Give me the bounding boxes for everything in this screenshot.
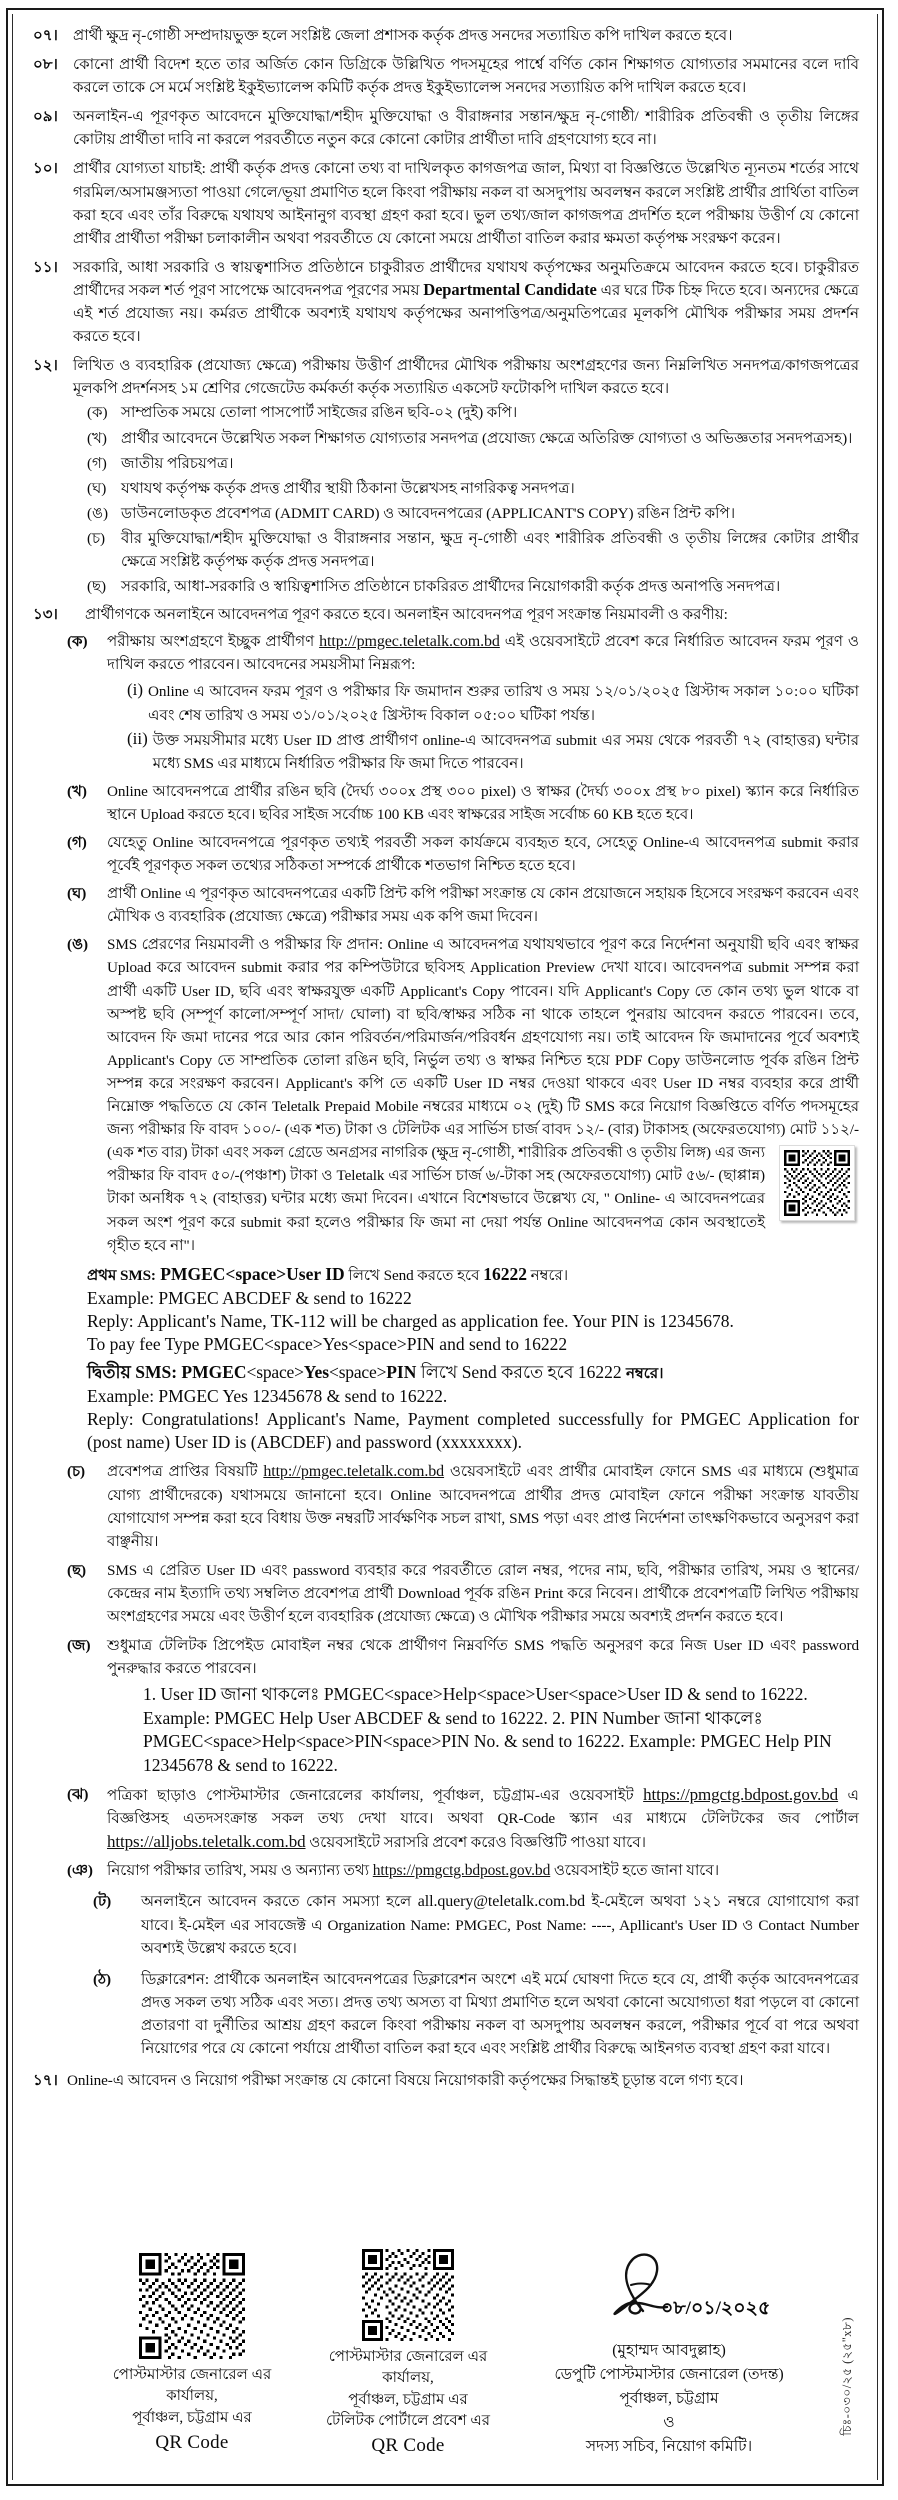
sms-second-example: Example: PMGEC Yes 12345678 & send to 16222. (87, 1385, 448, 1406)
clause-12-item-ga-key: (গ) (87, 454, 107, 472)
clause-12 (33, 354, 859, 400)
jha-mid: এ বিজ্ঞপ্তিসহ এতদসংক্রান্ত সকল তথ্য দেখা যাবে। অথবা QR-Code স্ক্যান এর মাধ্যমে টেলিটকের জব পোর্টাল (107, 1787, 859, 1828)
ta-after: ই-মেইলে অথবা ১২১ নম্বরে যোগাযোগ করা যাবে। ই-মেইল এর সাবজেক্ট এ Organization Name: PMGEC, Post Name: ----, Apllicant's User ID ও Contact Number অবশ্যই উল্লেখ করতে হবে। (141, 1893, 859, 1957)
clause-13-item-chha (33, 1559, 859, 1628)
sms-first-label: প্রথম SMS: (87, 1266, 156, 1284)
clause-13-ka-roman-ii (127, 729, 859, 775)
pmgctg-bdpost-url[interactable]: https://pmgctg.bdpost.gov.bd (643, 1785, 839, 1805)
clause-12-text: লিখিত ও ব্যবহারিক (প্রযোজ্য ক্ষেত্রে) পরীক্ষায় উত্তীর্ণ প্রার্থীদের মৌখিক পরীক্ষায় অংশগ্রহণের জন্য নিম্নলিখিত সনদপত্র/কাগজপত্রের মূলকপি প্রদর্শনসহ ১ম শ্রেণির গেজেটেড কর্মকর্তা কর্তৃক সত্যায়িত একসেট ফটোকপি দাখিল করতে হবে। (73, 357, 859, 398)
clause-13-item-kha (33, 780, 859, 826)
document-footer (37, 2247, 853, 2462)
signatory-conjunction: ও (663, 2414, 675, 2432)
clause-09 (33, 105, 859, 151)
clause-12-item-uo (87, 502, 859, 525)
cha-after: ওয়েবসাইটে এবং প্রার্থীর মোবাইল ফোনে SMS এর মাধ্যমে (শুধুমাত্র যোগ্য প্রার্থীদেরকে) যথাসময়ে জানানো হবে। Online আবেদনপত্রে প্রার্থীর প্রদত্ত মোবাইল ফোনে পরীক্ষা সংক্রান্ত যাবতীয় যোগাযোগ সম্পন্ন করা হবে বিধায় উক্ত নম্বরটি সার্বক্ষণিক সচল রাখা, SMS পড়া এবং প্রাপ্ত নির্দেশনা তাৎক্ষণিকভাবে অনুসরণ করা বাঞ্ছনীয়। (107, 1463, 859, 1550)
signatory-title-3: সদস্য সচিব, নিয়োগ কমিটি। (585, 2438, 753, 2456)
clause-12-sub-list (87, 401, 859, 598)
clause-13-ka-roman-list (127, 680, 859, 774)
clause-13-item-uo-key: (ঙ) (67, 936, 88, 954)
document-body (12, 14, 878, 2480)
clause-13-item-uo-text (107, 933, 859, 1256)
sms-second-yes: Yes (303, 1361, 330, 1382)
clause-07 (33, 24, 859, 47)
clause-12-item-gha (87, 477, 859, 500)
clause-12-item-ka (87, 401, 859, 424)
nga-after: ওয়েবসাইট হতে জানা যাবে। (550, 1862, 720, 1880)
clause-12-item-ga (87, 452, 859, 475)
qr-left-line-1: পোস্টমাস্টার জেনারেল এর (112, 2367, 272, 2383)
clause-13-item-nga-text (107, 1859, 859, 1882)
clause-13-item-nga (33, 1859, 859, 1882)
qr-middle-line-2: কার্যালয়, (382, 2370, 434, 2387)
clause-11-text-before: সরকারি, আধা সরকারি ও স্বায়ত্বশাসিত প্রতিষ্ঠানে চাকুরীরত প্রার্থীদের যথাযথ কর্তৃপক্ষের অনুমতিক্রমে আবেদন করতে হবে। চাকুরীরত প্রার্থীদের সকল শর্ত পূরণ সাপেক্ষে আবেদনপত্র পূরণের সময় (73, 258, 859, 299)
clause-13-item-uo (33, 933, 859, 1256)
clause-13-item-nga-key: (ঞ) (67, 1862, 93, 1880)
qr-left-line-2: কার্যালয়, (166, 2388, 218, 2405)
help1-title: 1. User ID জানা থাকলেঃ (143, 1684, 320, 1705)
clause-11 (33, 256, 859, 348)
sms-first-line (87, 1263, 859, 1287)
signature-area (529, 2247, 809, 2339)
signatory-title-2: পূর্বাঞ্চল, চট্টগ্রাম (619, 2390, 719, 2408)
clause-17 (33, 2069, 859, 2092)
help2-command: PMGEC<space>Help<space>PIN<space>PIN No. & send to 16222. (143, 1731, 625, 1752)
footer-qr-middle (313, 2247, 503, 2461)
clause-09-number: ০৯। (33, 108, 58, 126)
clause-07-text: প্রার্থী ক্ষুদ্র নৃ-গোষ্ঠী সম্প্রদায়ভুক্ত হলে সংশ্লিষ্ট জেলা প্রশাসক কর্তৃক প্রদত্ত সনদের সত্যায়িত কপি দাখিল করতে হবে। (73, 27, 733, 44)
clause-12-number: ১২। (33, 357, 58, 375)
clause-13-item-ka-key: (ক) (67, 633, 88, 651)
jha-after: ওয়েবসাইটে সরাসরি প্রবেশ করেও বিজ্ঞপ্তিটি পাওয়া যাবে। (305, 1834, 647, 1852)
sms-first-example: Example: PMGEC ABCDEF & send to 16222 (87, 1287, 412, 1308)
clause-13-item-tha-text: ডিক্লারেশন: প্রার্থীকে অনলাইন আবেদনপত্রের ডিক্লারেশন অংশে এই মর্মে ঘোষণা দিতে হবে যে, প্রার্থী কর্তৃক আবেদনপত্রের প্রদত্ত সকল তথ্য সঠিক এবং সত্য। প্রদত্ত তথ্য অসত্য বা মিথ্যা প্রমাণিত হলে অথবা কোনো অযোগ্যতা ধরা পড়লে বা কোনো প্রতারণা বা দুর্নীতির আশ্রয় গ্রহণ করলে কিংবা পরীক্ষায় নকল বা অসদুপায় অবলম্বন করলে, পরীক্ষার পূর্বে বা পরে অথবা নিয়োগের পরে যে কোনো পর্যায়ে প্রার্থীতা বাতিল করা হবে এবং সংশ্লিষ্ট প্রার্থীর বিরুদ্ধে আইনগত ব্যবস্থা গ্রহণ করা যাবে। (141, 1970, 859, 2057)
clause-10-text: প্রার্থীর যোগ্যতা যাচাই: প্রার্থী কর্তৃক প্রদত্ত কোনো তথ্য বা দাখিলকৃত কাগজপত্র জাল, মিথ্যা বা বিজ্ঞপ্তিতে উল্লেখিত ন্যূনতম শর্তের সাথে গরমিল/অসামঞ্জস্যতা পাওয়া গেলে/ভূয়া প্রমাণিত হলে কিংবা পরীক্ষায় নকল বা অসদুপায় অবলম্বন করলে সংশ্লিষ্ট প্রার্থীর প্রার্থিতা বাতিল করা হবে এবং তাঁর বিরুদ্ধে যথাযথ আইনানুগ ব্যবস্থা গ্রহণ করা হবে। ভুল তথ্য/জাল কাগজপত্র প্রদর্শিত হলে পরীক্ষায় উত্তীর্ণ যে কোনো প্রার্থীর প্রার্থীতা পরীক্ষা চলাকালীন অথবা পরবর্তীতে যে কোনো সময়ে প্রার্থীতা বাতিল করার ক্ষমতা কর্তৃপক্ষ সংরক্ষণ করেন। (73, 160, 859, 247)
sms-first-block (87, 1263, 859, 1357)
clause-13-item-ta (33, 1890, 859, 1959)
clause-12-item-chha (87, 575, 859, 598)
qr-middle-line-1: পোস্টমাস্টার জেনারেল এর (328, 2349, 488, 2365)
clause-13-item-jha (33, 1783, 859, 1854)
clause-13-item-cha-key: (চ) (67, 1463, 86, 1481)
clause-13-ka-after: এই ওয়েবসাইটে প্রবেশ করে নির্ধারিত আবেদন ফরম পূরণ ও দাখিল করতে পারবেন। আবেদনের সময়সীমা নিম্নরূপ: (107, 633, 859, 674)
clause-13-intro: প্রার্থীগণকে অনলাইনে আবেদনপত্র পূরণ করতে হবে। অনলাইন আবেদনপত্র পূরণ সংক্রান্ত নিয়মাবলী ও করণীয়: (85, 606, 728, 624)
teletalk-portal-qr-icon (362, 2249, 454, 2341)
roman-i-text: Online এ আবেদন ফরম পূরণ ও পরীক্ষার ফি জমাদান শুরুর তারিখ ও সময় ১২/০১/২০২৫ খ্রিস্টাব্দ সকাল ১০:০০ ঘটিকা এবং শেষ তারিখ ও সময় ৩১/০১/২০২৫ খ্রিস্টাব্দ বিকাল ০৫:০০ ঘটিকা পর্যন্ত। (148, 683, 859, 724)
sms-first-topay: To pay fee Type PMGEC<space>Yes<space>PIN and send to 16222 (87, 1334, 568, 1355)
clause-13-item-tha (33, 1968, 859, 2060)
clause-11-number: ১১। (33, 258, 58, 276)
qr-middle-code-label: QR Code (371, 2435, 445, 2457)
clause-13-item-jha-text (107, 1783, 859, 1854)
help1-command: PMGEC<space>Help<space>User<space>User ID & send to 16222. (323, 1684, 808, 1705)
clause-13-item-ka (33, 630, 859, 676)
footer-columns (37, 2247, 853, 2462)
qr-left-line-3: পূর্বাঞ্চল, চট্টগ্রাম এর (132, 2409, 252, 2426)
sms-second-line (87, 1361, 859, 1385)
document-page (6, 8, 884, 2486)
clause-17-text: Online-এ আবেদন ও নিয়োগ পরীক্ষা সংক্রান্ত যে কোনো বিষয়ে নিয়োগকারী কর্তৃপক্ষের সিদ্ধান্তই চূড়ান্ত বলে গণ্য হবে। (67, 2072, 744, 2090)
clause-13 (33, 603, 859, 626)
clause-13-ka-before: পরীক্ষায় অংশগ্রহণে ইচ্ছুক প্রার্থীগণ (107, 633, 320, 651)
clause-11-text-after: এর ঘরে টিক চিহ্ন দিতে হবে। অন্যদের ক্ষেত্রে এই শর্ত প্রযোজ্য নয়। কর্মরত প্রার্থীকে অবশ্যই যথাযথ কর্তৃপক্ষের অনাপত্তিপত্র/অনুমতিপত্রের মূলকপি মৌখিক পরীক্ষার সময় প্রদর্শন করতে হবে। (73, 281, 859, 346)
clause-08 (33, 53, 859, 99)
clause-13-item-gha-key: (ঘ) (67, 885, 87, 903)
sms-second-suffix: নম্বরে। (625, 1364, 664, 1382)
clause-12-item-chha-text: সরকারি, আধা-সরকারি ও স্বায়িত্বশাসিত প্রতিষ্ঠানে চাকরিরত প্রার্থীদের নিয়োগকারী কর্তৃক প্রদত্ত অনাপত্তি সনদপত্র। (121, 578, 781, 596)
clause-13-item-tha-key: (ঠ) (93, 1970, 111, 1988)
clause-13-item-gha (33, 882, 859, 928)
sms-second-mid: লিখে Send করতে হবে 16222 (416, 1361, 626, 1382)
sms-first-mid: লিখে Send করতে হবে (344, 1266, 484, 1284)
clause-13-item-ja (33, 1634, 859, 1680)
signature-date: ০৮/০১/২০২৫ (661, 2298, 771, 2319)
clause-07-number: ০৭। (33, 27, 58, 44)
sms-second-label: দ্বিতীয় SMS: PMGEC (87, 1361, 247, 1382)
sms-first-command: PMGEC<space>User ID (160, 1263, 345, 1284)
clause-08-text: কোনো প্রার্থী বিদেশ হতে তার অর্জিত কোন ডিগ্রিকে উল্লিখিত পদসমূহের পার্শ্বে বর্ণিত কোন শিক্ষাগত যোগ্যতার সমমানের বলে দাবি করলে তাকে সে মর্মে সংশ্লিষ্ট ইকুইভ্যালেন্স কমিটি কর্তৃক প্রদত্ত ইকুইভ্যালেন্স সনদের সত্যায়িত কপি দাখিল করতে হবে। (73, 56, 859, 97)
clause-12-item-kha (87, 427, 859, 450)
clause-13-item-ga (33, 831, 859, 877)
pmgec-teletalk-url[interactable]: http://pmgec.teletalk.com.bd (319, 633, 500, 651)
clause-11-text (73, 256, 859, 348)
pmgec-teletalk-url-2[interactable]: http://pmgec.teletalk.com.bd (263, 1463, 445, 1481)
clause-13-ka-roman-i (127, 680, 859, 726)
cha-before: প্রবেশপত্র প্রাপ্তির বিষয়টি (107, 1463, 264, 1481)
clause-10-number: ১০। (33, 160, 58, 178)
help-sms-block (143, 1683, 859, 1777)
clause-12-item-ka-text: সাম্প্রতিক সময়ে তোলা পাসপোর্ট সাইজের রঙিন ছবি-০২ (দুই) কপি। (121, 404, 518, 422)
teletalk-alljobs-qr-icon (779, 1145, 855, 1221)
clause-12-item-cha-text: বীর মুক্তিযোদ্ধা/শহীদ মুক্তিযোদ্ধা ও বীরাঙ্গনার সন্তান, ক্ষুদ্র নৃ-গোষ্ঠী এবং শারীরিক প্রতিবন্ধী ও তৃতীয় লিঙ্গের কোটার প্রার্থীর ক্ষেত্রে সংশ্লিষ্ট কর্তৃপক্ষ কর্তৃক প্রদত্ত সনদপত্র। (121, 529, 859, 570)
pmgctg-bdpost-url-2[interactable]: https://pmgctg.bdpost.gov.bd (372, 1862, 551, 1880)
clause-13-uo-part1: SMS প্রেরণের নিয়মাবলী ও পরীক্ষার ফি প্রদান: Online এ আবেদনপত্র যথাযথভাবে পূরণ করে নির্দেশনা অনুযায়ী ছবি এবং স্বাক্ষর Upload করে আবেদন submit করার পর কম্পিউটারে ছবিসহ Application Preview দেখা যাবে। আবেদনপত্র submit সম্পন্ন করা প্রার্থী একটি User ID, ছবি এবং স্বাক্ষরযুক্ত একটি Applicant's Copy পাবেন। যদি Applicant's Copy তে কোন তথ্য ভুল থাকে বা অস্পষ্ট ছবি (সম্পূর্ণ কালো/সম্পূর্ণ সাদা/ ঘোলা) বা ছবি/স্বাক্ষর সঠিক না থাকে তাহলে পুনরায় আবেদন করতে পারবেন। তবে, আবেদন ফি জমা দানের পরে আর কোন পরিবর্তন/পরিমার্জন/পরিবর্ধন গ্রহণযোগ্য নয়। তাই আবেদন ফি জমাদানের পূর্বে অবশ্যই Applicant's Copy তে সাম্প্রতিক তোলা রঙিন ছবি, নির্ভুল তথ্য ও স্বাক্ষর নিশ্চিত হয়ে PDF Copy ডাউনলোড পূর্বক রঙিন প্রিন্ট সম্পন্ন করে সংরক্ষণ করবেন। Applicant's কপি তে একটি User ID নম্বর দেওয়া থাকবে এবং User ID নম্বর ব্যবহার করে প্রার্থী নিম্নোক্ত পদ্ধতিতে যে কোন Teletalk Prepaid Mobile নম্বরের মাধ্যমে ০২ (দুই) টি SMS করে নিয়োগ বিজ্ঞপ্তিতে বর্ণিত পদসমূহের জন্য পরীক্ষার ফি বাবদ ১০০/- (এক শত) টাকা ও টেলিটক এর সার্ভিস চার্জ বাবদ ১২/- (বার) টাকাসহ (অফেরতযোগ্য) মোট ১১২/- (এক শত বার) টাকা এবং সকল গ্রেডে অনগ্রসর নাগরিক (107, 936, 859, 1162)
clause-13-item-jha-key: (ঝ) (67, 1786, 89, 1804)
clause-09-text: অনলাইন-এ পূরণকৃত আবেদনে মুক্তিযোদ্ধা/শহীদ মুক্তিযোদ্ধা ও বীরাঙ্গনার সন্তান/ক্ষুদ্র নৃ-গোষ্ঠী/ শারীরিক প্রতিবন্ধী ও তৃতীয় লিঙ্গের কোটায় প্রার্থীতা দাবি না করলে পরবর্তীতে নতুন করে কোনো কোটার প্রার্থীতা দাবি গ্রহণযোগ্য হবে না। (73, 108, 859, 149)
qr-left-code-label: QR Code (155, 2431, 229, 2453)
clause-13-number: ১৩। (33, 606, 58, 624)
clause-08-number: ০৮। (33, 56, 58, 74)
alljobs-teletalk-url[interactable]: https://alljobs.teletalk.com.bd (107, 1832, 306, 1852)
clause-13-item-cha (33, 1460, 859, 1552)
clause-13-item-ga-key: (গ) (67, 834, 87, 851)
sms-second-sp2: <space> (329, 1361, 387, 1382)
sms-second-reply: Reply: Congratulations! Applicant's Name, Payment completed successfully for PMGEC Application for (post name) User ID is (ABCDEF) and password (xxxxxxxx). (87, 1408, 859, 1453)
clause-12-item-uo-text: ডাউনলোডকৃত প্রবেশপত্র (ADMIT CARD) ও আবেদনপত্রের (APPLICANT'S COPY) রঙিন প্রিন্ট কপি। (121, 504, 736, 522)
ta-before: অনলাইনে আবেদন করতে কোন সমস্যা হলে (141, 1893, 418, 1911)
clause-12-item-chha-key: (ছ) (87, 578, 107, 596)
clause-13-item-cha-text (107, 1460, 859, 1552)
footer-qr-left (97, 2247, 287, 2457)
qr-middle-line-4: টেলিটক পোর্টালে প্রবেশ এর (325, 2412, 491, 2429)
clause-13-item-ga-text: যেহেতু Online আবেদনপত্রে পূরণকৃত তথ্যই পরবর্তী সকল কার্যক্রমে ব্যবহৃত হবে, সেহেতু Online-এ আবেদনপত্র submit করার পূর্বেই পূরণকৃত সকল তথ্যের সঠিকতা সম্পর্কে প্রার্থীকে শতভাগ নিশ্চিত হতে হবে। (107, 834, 859, 875)
clause-13-item-ja-text: শুধুমাত্র টেলিটক প্রিপেইড মোবাইল নম্বর থেকে প্রার্থীগণ নিম্নবর্ণিত SMS পদ্ধতি অনুসরণ করে নিজ User ID এবং password পুনরুদ্ধার করতে পারবেন। (107, 1637, 859, 1678)
clause-10 (33, 157, 859, 249)
sms-first-suffix: নম্বরে। (526, 1266, 569, 1284)
footer-signature-block (529, 2247, 809, 2459)
jha-before: পত্রিকা ছাড়াও পোস্টমাস্টার জেনারেলের কার্যালয়, পূর্বাঞ্চল, চট্টগ্রাম-এর ওয়েবসাইট (107, 1787, 644, 1805)
clause-12-item-kha-text: প্রার্থীর আবেদনে উল্লেখিত সকল শিক্ষাগত যোগ্যতার সনদপত্র (প্রযোজ্য ক্ষেত্রে অতিরিক্ত যোগ্যতা ও অভিজ্ঞতার সনদপত্রসহ)। (121, 429, 853, 447)
clause-13-uo-part2: (ক্ষুদ্র নৃ-গোষ্ঠী, শারীরিক প্রতিবন্ধী ও তৃতীয় লিঙ্গ) এর জন্য পরীক্ষার ফি বাবদ ৫০/-(পঞ্চাশ) টাকা ও Teletalk এর সার্ভিস চার্জ ৬/-টাকা সহ (অফেরতযোগ্য) মোট ৫৬/- (ছাপ্পান্ন) টাকা অনধিক ৭২ (বাহাত্তর) ঘন্টার মধ্যে জমা দিবেন। এখানে বিশেষভাবে উল্লেখ্য যে, " Online- এ আবেদনপত্রের সকল অংশ পূরণ করে submit করা হলেও পরীক্ষার ফি জমা না দেয়া পর্যন্ত Online আবেদনপত্র কোন অবস্থাতেই গৃহীত হবে না"। (107, 1144, 766, 1254)
signatory-title-1: ডেপুটি পোস্টমাস্টার জেনারেল (তদন্ত) (554, 2366, 784, 2384)
help2-title: 2. PIN Number জানা থাকলেঃ (552, 1707, 763, 1728)
qr-middle-line-3: পূর্বাঞ্চল, চট্টগ্রাম এর (348, 2391, 468, 2408)
sms-first-reply: Reply: Applicant's Name, TK-112 will be charged as application fee. Your PIN is 12345678. (87, 1311, 734, 1332)
print-spec-note: চিঃ-০৩০/২৫ (২৫"x৮) (840, 2317, 854, 2436)
clause-12-item-gha-key: (ঘ) (87, 479, 107, 497)
clause-17-number: ১৭। (33, 2072, 58, 2090)
roman-ii-text: উক্ত সময়সীমার মধ্যে User ID প্রাপ্ত প্রার্থীগণ online-এ আবেদনপত্র submit এর সময় থেকে পরবর্তী ৭২ (বাহাত্তর) ঘন্টার মধ্যে SMS এর মাধ্যমে নির্ধারিত পরীক্ষার ফি জমা দিতে পারবেন। (152, 731, 859, 772)
clause-13-item-gha-text: প্রার্থী Online এ পূরণকৃত আবেদনপত্রের একটি প্রিন্ট কপি পরীক্ষা সংক্রান্ত যে কোন প্রয়োজনে সহায়ক হিসেবে সংরক্ষণ করবেন এবং মৌখিক ও ব্যবহারিক (প্রযোজ্য ক্ষেত্রে) পরীক্ষার সময় এক কপি জমা দিবেন। (107, 885, 859, 926)
signatory-name: (মুহাম্মদ আবদুল্লাহ) (612, 2342, 726, 2359)
sms-second-block (87, 1361, 859, 1455)
clause-13-item-ka-text (107, 630, 859, 676)
sms-first-number: 16222 (483, 1263, 527, 1284)
help1-example: Example: PMGEC Help User ABCDEF & send to 16222. (143, 1707, 548, 1728)
roman-i-key: (i) (127, 680, 144, 700)
clause-13-item-kha-text: Online আবেদনপত্রে প্রার্থীর রঙিন ছবি (দৈর্ঘ্য ৩০০x প্রস্থ ৩০০ pixel) ও স্বাক্ষর (দৈর্ঘ্য ৩০০x প্রস্থ ৮০ pixel) স্ক্যান করে নির্ধারিত স্থানে Upload করতে হবে। ছবির সাইজ সর্বোচ্চ 100 KB এবং স্বাক্ষরের সাইজ সর্বোচ্চ 60 KB হতে হবে। (107, 782, 859, 823)
sms-second-sp1: <space> (246, 1361, 304, 1382)
clause-13-item-chha-text: SMS এ প্রেরিত User ID এবং password ব্যবহার করে পরবর্তীতে রোল নম্বর, পদের নাম, ছবি, পরীক্ষার তারিখ, সময় ও স্থানের/কেন্দ্রের নাম ইত্যাদি তথ্য সম্বলিত প্রবেশপত্র প্রার্থী Download পূর্বক রঙিন Print করে নিবেন। প্রার্থীকে প্রবেশপত্রটি লিখিত পরীক্ষায় অংশগ্রহণের সময়ে এবং উত্তীর্ণ হলে ব্যবহারিক (প্রযোজ্য ক্ষেত্রে) ও মৌখিক পরীক্ষার সময়ে অবশ্যই প্রদর্শন করতে হবে। (107, 1561, 859, 1626)
clause-12-item-ga-text: জাতীয় পরিচয়পত্র। (121, 454, 234, 472)
clause-12-item-kha-key: (খ) (87, 429, 107, 447)
clause-13-item-kha-key: (খ) (67, 782, 87, 800)
help2-example: Example: PMGEC Help PIN 12345678 & send to 16222. (143, 1731, 832, 1775)
roman-ii-key: (ii) (127, 728, 148, 748)
nga-before: নিয়োগ পরীক্ষার তারিখ, সময় ও অন্যান্য তথ্য (107, 1862, 373, 1880)
clause-13-item-ja-key: (জ) (67, 1637, 91, 1655)
pmg-office-qr-icon (139, 2253, 245, 2359)
clause-12-item-cha (87, 527, 859, 573)
support-email[interactable]: all.query@teletalk.com.bd (417, 1893, 586, 1911)
clause-13-item-chha-key: (ছ) (67, 1561, 87, 1579)
departmental-candidate-emphasis: Departmental Candidate (423, 279, 597, 299)
clause-13-item-ta-key: (ট) (93, 1893, 112, 1911)
clause-12-item-ka-key: (ক) (87, 404, 108, 422)
clause-12-item-cha-key: (চ) (87, 529, 106, 547)
clause-12-item-gha-text: যথাযথ কর্তৃপক্ষ কর্তৃক প্রদত্ত প্রার্থীর স্থায়ী ঠিকানা উল্লেখসহ নাগরিকত্ব সনদপত্র। (121, 479, 575, 497)
clause-12-item-uo-key: (ঙ) (87, 504, 108, 522)
clause-13-item-ta-text (141, 1890, 859, 1959)
sms-second-pin: PIN (386, 1361, 417, 1382)
